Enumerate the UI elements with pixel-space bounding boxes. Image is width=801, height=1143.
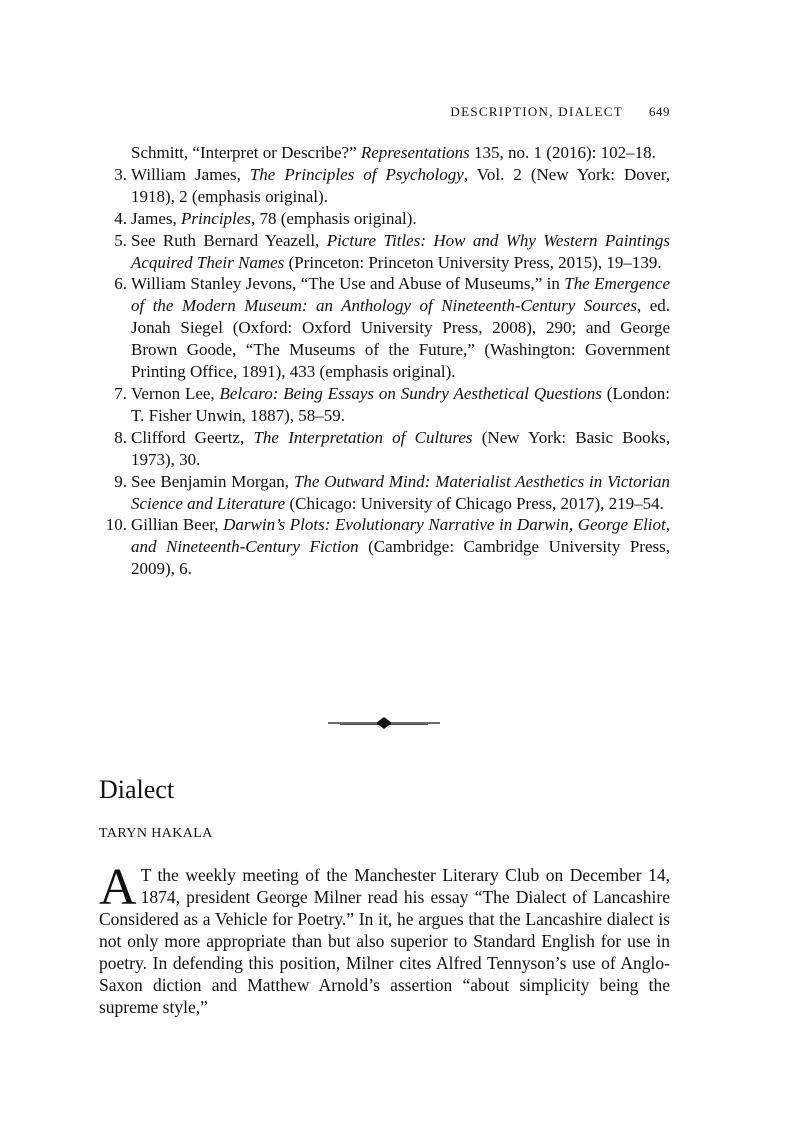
endnote-title: The Emergence of the Modern Museum: an Anthology of Nineteenth-Century Sources	[131, 274, 670, 316]
endnote-segment: , 78 (emphasis original).	[250, 208, 417, 228]
page-number: 649	[649, 104, 670, 119]
endnote	[99, 471, 670, 515]
endnote-number: 9.	[114, 471, 127, 491]
endnote-segment: Gillian Beer,	[131, 515, 224, 535]
endnote-text	[131, 383, 670, 427]
endnote-segment: See Benjamin Morgan,	[131, 471, 294, 491]
endnote	[99, 142, 670, 164]
endnote-segment: Vernon Lee,	[131, 383, 220, 403]
endnote-text	[131, 142, 670, 164]
endnote-segment: (New York: Basic Books, 1973), 30.	[131, 427, 671, 469]
running-head	[99, 104, 670, 120]
endnote-segment: (London: T. Fisher Unwin, 1887), 58–59.	[131, 383, 670, 425]
endnote-segment: , ed. Jonah Siegel (Oxford: Oxford University Press, 2008), 290; and George Brown Goode, “The Museums of the Future,” (Washington: Government Printing Office, 1891), 433 (emphasis original).	[131, 296, 670, 382]
endnote-segment: (Princeton: Princeton University Press, 2015), 19–139.	[284, 252, 662, 272]
author-name: TARYN HAKALA	[99, 826, 213, 841]
endnote-number: 4.	[114, 208, 127, 228]
endnote	[99, 164, 670, 208]
endnote-text	[131, 230, 670, 274]
paragraph-text: T the weekly meeting of the Manchester Literary Club on December 14, 1874, president George Milner read his essay “The Dialect of Lancashire Considered as a Vehicle for Poetry.” In it, he argues that the Lancashire dialect is not only more appropriate than but also superior to Standard English for use in poetry. In defending this position, Milner cites Alfred Tennyson’s use of Anglo-Saxon diction and Matthew Arnold’s assertion “about simplicity being the supreme style,”	[99, 865, 670, 1017]
endnote-text	[131, 208, 670, 230]
endnote-segment: James,	[131, 208, 182, 228]
endnote-segment: William James,	[131, 164, 250, 184]
endnote-title: The Principles of Psychology	[249, 164, 464, 184]
endnote-number: 8.	[114, 427, 127, 447]
endnote-segment: 135, no. 1 (2016): 102–18.	[469, 143, 656, 162]
running-head-title: DESCRIPTION, DIALECT	[450, 104, 623, 119]
endnote-segment: (Cambridge: Cambridge University Press, 2009), 6.	[131, 537, 670, 579]
endnote-text	[131, 273, 670, 383]
endnote-number: 7.	[114, 383, 127, 403]
endnote	[99, 208, 670, 230]
endnote-segment: (Chicago: University of Chicago Press, 2017), 219–54.	[285, 493, 664, 513]
endnote-title: The Interpretation of Cultures	[253, 427, 473, 447]
endnote-title: The Outward Mind: Materialist Aesthetics in Victorian Science and Literature	[131, 471, 670, 513]
endnote-text	[131, 427, 670, 471]
endnote	[99, 383, 670, 427]
endnote-text	[131, 164, 670, 208]
endnote-number: 6.	[114, 274, 127, 294]
endnote	[99, 514, 670, 580]
endnote-text	[131, 514, 670, 580]
endnote-segment: William Stanley Jevons, “The Use and Abuse of Museums,” in	[131, 274, 565, 294]
endnotes-list	[99, 142, 670, 580]
first-paragraph	[99, 859, 670, 1018]
endnote-number: 3.	[114, 164, 127, 184]
endnote-number: 5.	[114, 230, 127, 250]
endnote-title: Darwin’s Plots: Evolutionary Narrative in Darwin, George Eliot, and Nineteenth-Century Fiction	[131, 515, 670, 557]
endnote-segment: , Vol. 2 (New York: Dover, 1918), 2 (emphasis original).	[131, 164, 670, 206]
endnote-segment: See Ruth Bernard Yeazell,	[131, 230, 327, 250]
endnote	[99, 427, 670, 471]
endnote-segment: Clifford Geertz,	[131, 427, 254, 447]
endnote-text	[131, 471, 670, 515]
section-divider-ornament	[328, 714, 440, 732]
endnote-title: Belcaro: Being Essays on Sundry Aesthetical Questions	[219, 383, 602, 403]
section-title: Dialect	[99, 775, 175, 804]
endnote-number: 10.	[105, 515, 127, 535]
endnote	[99, 273, 670, 383]
endnote-title: Principles	[181, 208, 251, 228]
endnote-title: Picture Titles: How and Why Western Paintings Acquired Their Names	[131, 230, 670, 272]
endnote-title: Representations	[360, 143, 470, 162]
endnote-segment: Schmitt, “Interpret or Describe?”	[131, 143, 361, 162]
endnote	[99, 230, 670, 274]
drop-cap: A	[99, 859, 137, 916]
